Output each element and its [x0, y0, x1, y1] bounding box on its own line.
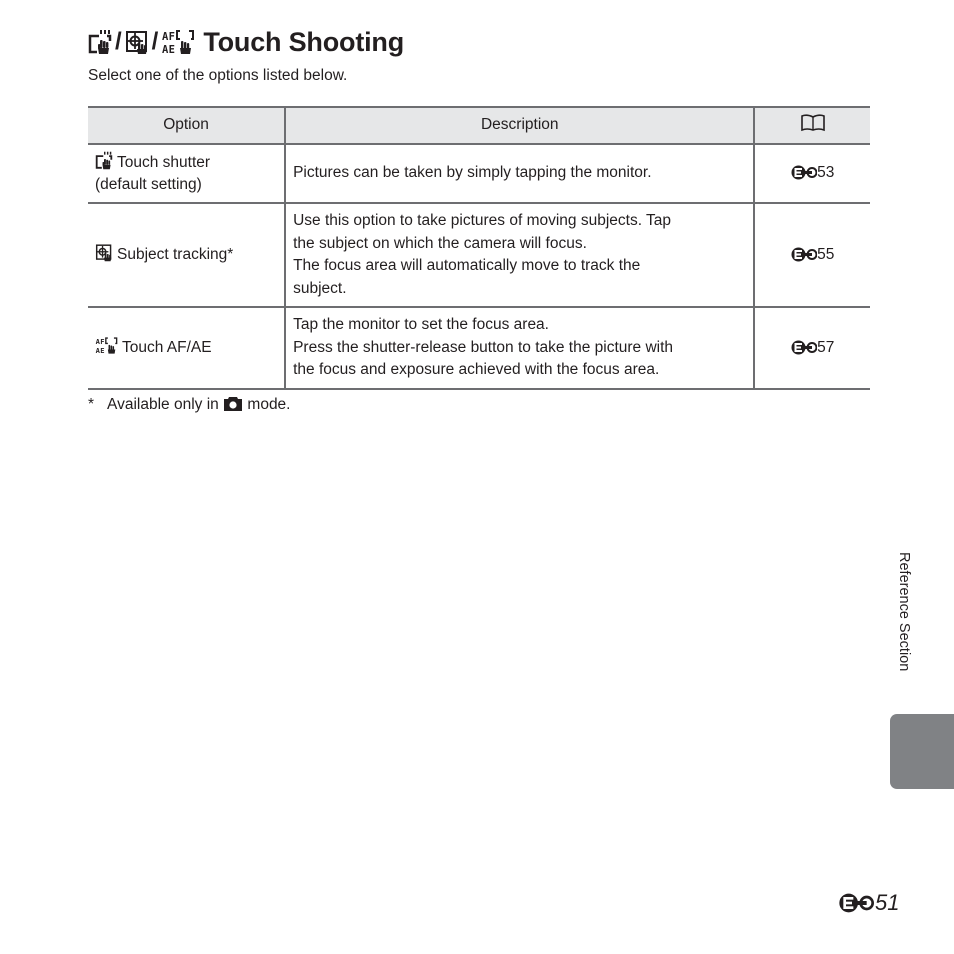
description-cell: [285, 307, 754, 389]
intro-text: Select one of the options listed below.: [88, 67, 348, 84]
touch-af-ae-icon: [161, 29, 195, 55]
subject-tracking-icon: [125, 29, 149, 55]
reference-page: 55: [817, 245, 835, 263]
reference-section-icon: [791, 165, 817, 180]
footnote-marker: *: [88, 396, 95, 413]
reference-cell: [754, 144, 870, 203]
table-header-row: [88, 107, 870, 144]
option-cell: [88, 144, 285, 203]
description-line: the focus and exposure achieved with the focus area.: [293, 361, 660, 379]
section-side-label: Reference Section: [896, 552, 912, 672]
camera-mode-icon: [223, 395, 243, 412]
svg-text:AF: AF: [95, 337, 105, 347]
option-cell: [88, 203, 285, 307]
option-label: Subject tracking*: [117, 246, 234, 264]
option-label: Touch shutter: [117, 153, 211, 171]
options-table: [88, 106, 870, 390]
svg-text:AE: AE: [162, 44, 176, 55]
table-row: [88, 307, 870, 389]
description-line: Use this option to take pictures of moving subjects. Tap: [293, 212, 672, 229]
reference-page: 53: [817, 164, 835, 182]
reference-cell: [754, 203, 870, 307]
reference-page: 57: [817, 338, 835, 356]
title-separator: /: [151, 28, 159, 55]
page-number-text: 51: [875, 890, 900, 915]
header-option: Option: [88, 107, 285, 144]
footnote-text-after: mode.: [247, 396, 291, 413]
footnote: [88, 394, 291, 416]
description-line: Pictures can be taken by simply tapping the monitor.: [293, 164, 652, 182]
subject-tracking-icon: [95, 243, 113, 262]
reference-section-icon: [838, 893, 874, 913]
table-row: [88, 203, 870, 307]
title-text: Touch Shooting: [203, 26, 404, 57]
footnote-text-before: Available only in: [107, 396, 219, 413]
svg-text:AF: AF: [162, 31, 176, 43]
reference-cell: [754, 307, 870, 389]
option-note: (default setting): [95, 176, 202, 193]
option-label: Touch AF/AE: [122, 339, 212, 357]
touch-shutter-icon: [95, 151, 113, 170]
description-line: the subject on which the camera will focus.: [293, 234, 587, 252]
svg-text:AE: AE: [95, 346, 105, 356]
description-line: subject.: [293, 279, 347, 297]
description-cell: [285, 144, 754, 203]
title-separator: /: [115, 28, 122, 55]
option-cell: [88, 307, 285, 389]
reference-section-icon: [791, 247, 817, 262]
description-line: The focus area will automatically move to track the: [293, 257, 641, 274]
description-cell: [285, 203, 754, 307]
book-icon: [800, 114, 826, 132]
header-description: Description: [285, 107, 754, 144]
title-icons: [88, 29, 195, 55]
description-line: Press the shutter-release button to take the picture with: [293, 338, 674, 356]
header-reference: [754, 107, 870, 144]
description-line: Tap the monitor to set the focus area.: [293, 316, 549, 334]
table-row: [88, 144, 870, 203]
page-number: [838, 892, 899, 914]
reference-section-icon: [791, 340, 817, 355]
touch-shutter-icon: [88, 29, 112, 55]
touch-af-ae-icon: [95, 336, 118, 355]
page-title: [88, 24, 404, 60]
section-tab: [890, 714, 954, 789]
